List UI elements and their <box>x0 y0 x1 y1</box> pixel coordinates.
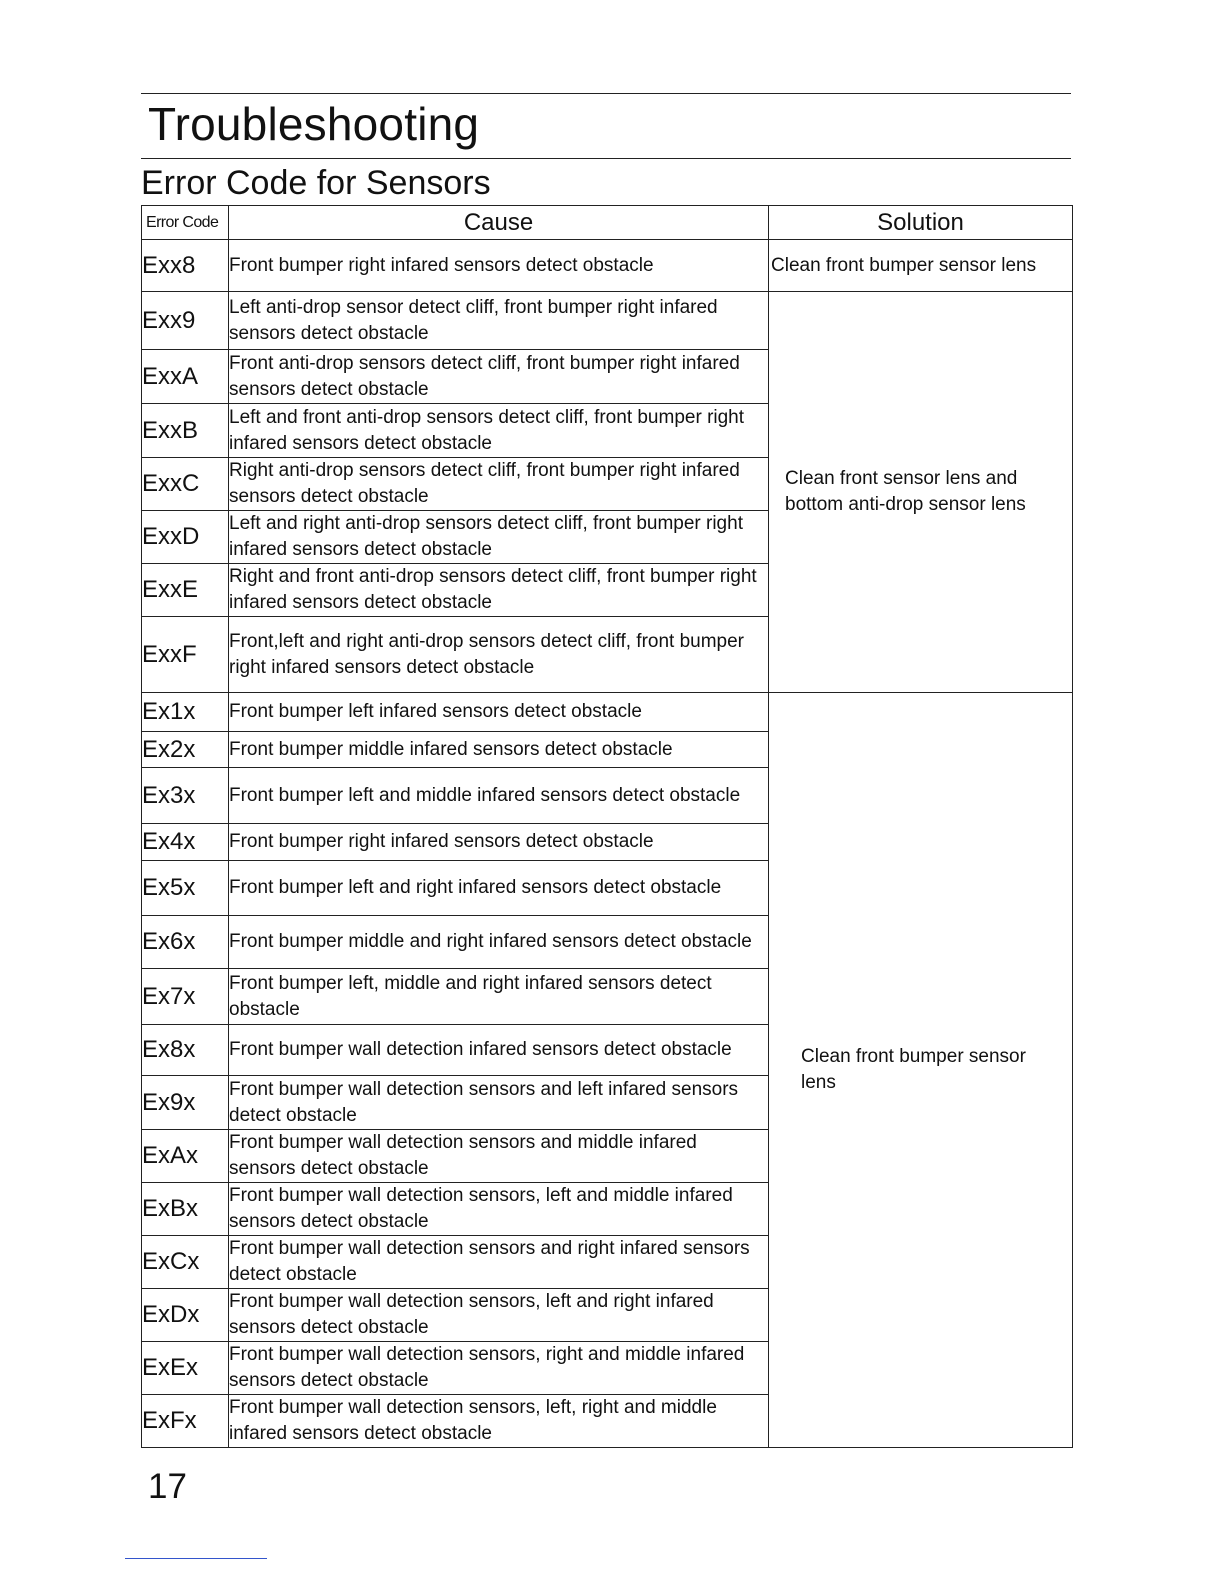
section-title: Error Code for Sensors <box>141 164 491 202</box>
error-code-table <box>141 205 1073 1448</box>
cause-text: Front bumper middle infared sensors detect obstacle <box>229 732 769 768</box>
header-error-code: Error Code <box>142 206 229 240</box>
error-code: Ex9x <box>142 1076 229 1130</box>
error-code: ExAx <box>142 1130 229 1183</box>
error-code: ExDx <box>142 1289 229 1342</box>
solution-text: Clean front sensor lens and bottom anti-drop sensor lens <box>785 468 1026 515</box>
error-code: ExCx <box>142 1236 229 1289</box>
error-code: ExxD <box>142 511 229 564</box>
table-header-row <box>142 206 1073 240</box>
error-code: Ex1x <box>142 693 229 732</box>
cause-text: Front anti-drop sensors detect cliff, front bumper right infared sensors detect obstacle <box>229 350 769 404</box>
cause-text: Front bumper wall detection sensors, left and right infared sensors detect obstacle <box>229 1289 769 1342</box>
solution-text: Clean front bumper sensor lens <box>771 254 1037 276</box>
page-title: Troubleshooting <box>148 98 480 150</box>
error-code: ExFx <box>142 1395 229 1448</box>
table-row <box>142 240 1073 292</box>
cause-text: Front bumper right infared sensors detect obstacle <box>229 824 769 861</box>
cause-text: Left anti-drop sensor detect cliff, front bumper right infared sensors detect obstacle <box>229 292 769 350</box>
error-code: Ex7x <box>142 969 229 1025</box>
table-row <box>142 693 1073 732</box>
error-code: Ex6x <box>142 916 229 969</box>
cause-text: Front bumper wall detection sensors and left infared sensors detect obstacle <box>229 1076 769 1130</box>
cause-text: Front bumper wall detection infared sensors detect obstacle <box>229 1025 769 1076</box>
solution-text: Clean front bumper sensor lens <box>801 1046 1026 1093</box>
error-code: Ex2x <box>142 732 229 768</box>
cause-text: Front bumper wall detection sensors, right and middle infared sensors detect obstacle <box>229 1342 769 1395</box>
solution-cell <box>769 240 1073 292</box>
top-rule <box>141 93 1071 94</box>
cause-text: Front bumper wall detection sensors, left and middle infared sensors detect obstacle <box>229 1183 769 1236</box>
error-code: ExxE <box>142 564 229 617</box>
error-code: Ex4x <box>142 824 229 861</box>
title-underline <box>141 158 1071 159</box>
cause-text: Front bumper middle and right infared sensors detect obstacle <box>229 916 769 969</box>
error-code: ExBx <box>142 1183 229 1236</box>
error-code: Ex3x <box>142 768 229 824</box>
header-solution: Solution <box>769 206 1073 240</box>
error-code: ExxB <box>142 404 229 458</box>
cause-text: Right anti-drop sensors detect cliff, front bumper right infared sensors detect obstacle <box>229 458 769 511</box>
header-cause: Cause <box>229 206 769 240</box>
cause-text: Front bumper wall detection sensors and middle infared sensors detect obstacle <box>229 1130 769 1183</box>
error-code: Exx8 <box>142 240 229 292</box>
cause-text: Right and front anti-drop sensors detect cliff, front bumper right infared sensors detect obstacle <box>229 564 769 617</box>
cause-text: Front bumper right infared sensors detect obstacle <box>229 240 769 292</box>
solution-cell <box>769 292 1073 693</box>
error-code: ExxC <box>142 458 229 511</box>
error-code: ExxA <box>142 350 229 404</box>
cause-text: Front bumper left infared sensors detect obstacle <box>229 693 769 732</box>
error-code: Ex5x <box>142 861 229 916</box>
cause-text: Front bumper left and middle infared sensors detect obstacle <box>229 768 769 824</box>
cause-text: Left and front anti-drop sensors detect cliff, front bumper right infared sensors detect obstacle <box>229 404 769 458</box>
error-code: Exx9 <box>142 292 229 350</box>
error-code: ExxF <box>142 617 229 693</box>
footer-link-underline <box>125 1558 267 1559</box>
cause-text: Front bumper left, middle and right infared sensors detect obstacle <box>229 969 769 1025</box>
page-number: 17 <box>148 1467 187 1506</box>
error-code: Ex8x <box>142 1025 229 1076</box>
cause-text: Left and right anti-drop sensors detect cliff, front bumper right infared sensors detect obstacle <box>229 511 769 564</box>
cause-text: Front bumper wall detection sensors, left, right and middle infared sensors detect obstacle <box>229 1395 769 1448</box>
table-row <box>142 292 1073 350</box>
error-code: ExEx <box>142 1342 229 1395</box>
cause-text: Front bumper wall detection sensors and right infared sensors detect obstacle <box>229 1236 769 1289</box>
solution-cell <box>769 693 1073 1448</box>
cause-text: Front,left and right anti-drop sensors detect cliff, front bumper right infared sensors detect obstacle <box>229 617 769 693</box>
cause-text: Front bumper left and right infared sensors detect obstacle <box>229 861 769 916</box>
